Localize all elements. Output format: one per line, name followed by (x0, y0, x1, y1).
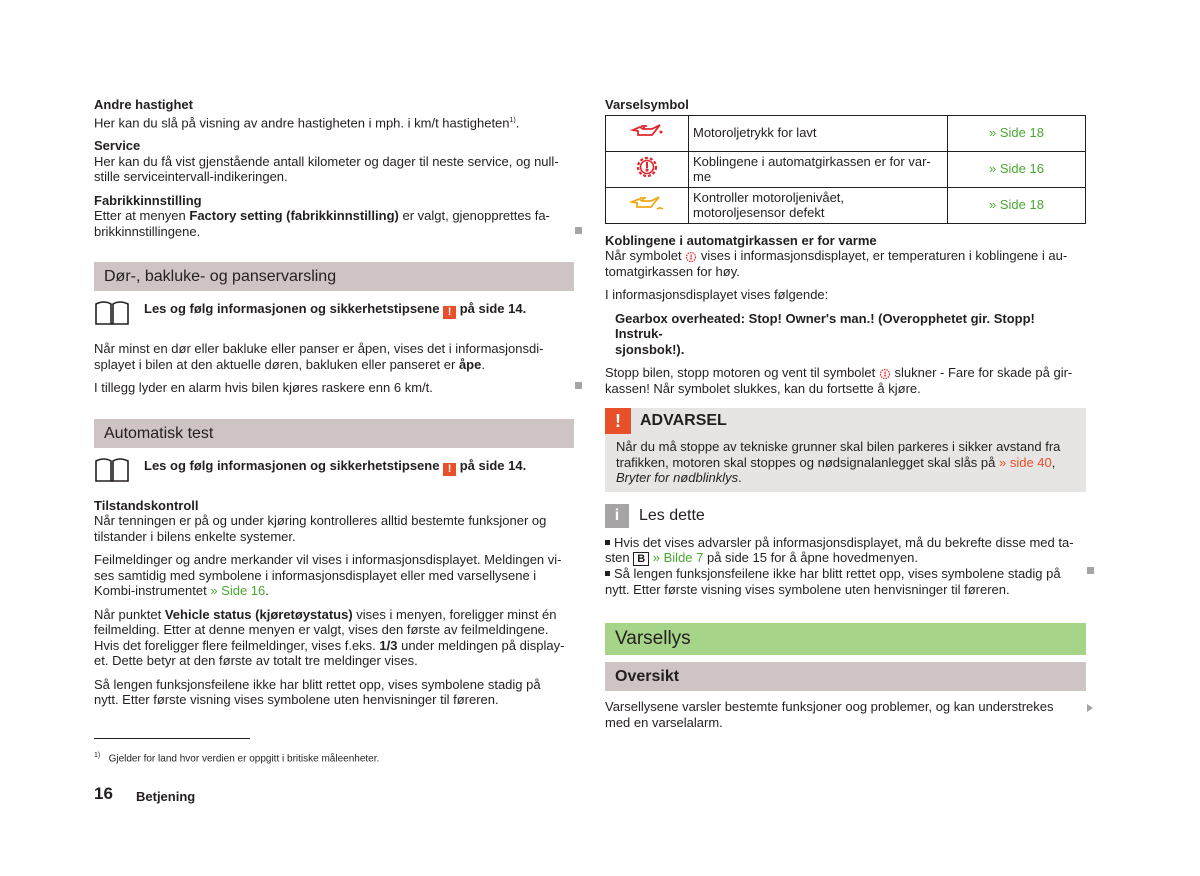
warning-text-3: Bryter for nødblinklys. (616, 470, 742, 485)
table-cell-link[interactable]: » Side 16 (948, 151, 1086, 187)
right-column (605, 97, 1086, 730)
table-cell-text: Koblingene i automatgirkassen er for var- me (689, 151, 948, 187)
warning-icon: ! (443, 306, 456, 319)
door-text-3: I tillegg lyder en alarm hvis bilen kjøres raskere enn 6 km/t. (94, 380, 433, 396)
table-cell-link[interactable]: » Side 18 (948, 187, 1086, 223)
section-header-auto-test: Automatisk test (94, 419, 574, 448)
saa-text-1: Så lengen funksjonsfeilene ikke har blitt rettet opp, vises symbolene stadig på (94, 676, 541, 692)
table-cell-text: Motoroljetrykk for lavt (689, 115, 948, 151)
section-header-door-warning: Dør-, bakluke- og panservarsling (94, 262, 574, 291)
table-row (606, 187, 1086, 223)
fab-text-1: Etter at menyen Factory setting (fabrikkinnstilling) er valgt, gjenopprettes fa- (94, 208, 550, 224)
door-text-2: splayet i bilen at den aktuelle døren, bakluken eller panseret er åpe. (94, 356, 485, 372)
page-section-title: Betjening (136, 789, 196, 804)
gearbox-temperature-icon (635, 155, 659, 179)
feil-text-3: Kombi-instrumentet » Side 16. (94, 583, 269, 599)
bullet-2-text-2: nytt. Etter første visning vises symbolene uten henvisninger til føreren. (605, 581, 1010, 597)
saa-text-2: nytt. Etter første visning vises symbolene uten henvisninger til føreren. (94, 692, 499, 708)
stopp-text-2: kassen! Når symbolet slukkes, kan du fortsette å kjøre. (605, 380, 921, 396)
service-text-2: stille serviceintervall-indikeringen. (94, 169, 288, 185)
figure-link[interactable]: » Bilde 7 (652, 550, 704, 565)
gearbox-temperature-icon (879, 368, 891, 380)
naar-text-2: feilmelding. Etter at denne menyen er valgt, vises den første av feilmeldingene. (94, 622, 549, 638)
feil-text-2: ses samtidig med symbolene i informasjonsdisplayet eller med varsellysene i (94, 567, 537, 583)
warning-symbol-table (605, 115, 1086, 224)
naar-text-4: et. Dette betyr at den første av totalt tre meldinger vises. (94, 653, 418, 669)
tilstand-text-1: Når tenningen er på og under kjøring kontrolleres alltid bestemte funksjoner og (94, 513, 547, 529)
warning-text-1: Når du må stoppe av tekniske grunner skal bilen parkeres i sikker avstand fra (616, 439, 1061, 454)
gear-text-2: sjonsbok!). (615, 341, 685, 357)
key-b-icon: B (633, 552, 649, 566)
table-cell-icon (606, 151, 689, 187)
page-link[interactable]: » side 40 (999, 454, 1052, 470)
info-box-title: i Les dette (605, 503, 1086, 529)
table-row (606, 151, 1086, 187)
warning-title: ADVARSEL (640, 412, 727, 430)
footnote: $^{1)}$ Gjelder for land hvor verdien er oppgitt i britiske måleenheter. (94, 752, 380, 765)
stopp-text-1: Stopp bilen, stopp motoren og vent til symbolet slukner - Fare for skade på gir- (605, 365, 1073, 380)
continue-arrow-icon (1087, 704, 1093, 712)
feil-text-1: Feilmeldinger og andre merkander vil vises i informasjonsdisplayet. Meldingen vi- (94, 552, 562, 568)
bullet-1-text-1: Hvis det vises advarsler på informasjonsdisplayet, må du bekrefte disse med ta- (605, 535, 1086, 551)
andre-heading: Andre hastighet (94, 97, 193, 112)
section-header-varsellys: Varsellys (605, 623, 1086, 655)
table-cell-text: Kontroller motoroljenivået, motoroljesensor defekt (689, 187, 948, 223)
kob-text-2: tomatgirkassen for høy. (605, 263, 740, 279)
oversikt-text-1: Varsellysene varsler bestemte funksjoner oog problemer, og kan understrekes (605, 699, 1054, 714)
end-mark (1087, 567, 1094, 574)
door-text-1: Når minst en dør eller bakluke eller panser er åpen, vises det i informasjonsdi- (94, 341, 544, 357)
table-cell-link[interactable]: » Side 18 (948, 115, 1086, 151)
oil-level-icon (629, 194, 665, 212)
footnote-rule (94, 738, 250, 739)
gearbox-temperature-icon (685, 251, 697, 263)
service-heading: Service (94, 138, 141, 154)
info-display-text: I informasjonsdisplayet vises følgende: (605, 287, 829, 302)
book-icon (94, 456, 130, 484)
table-cell-icon (606, 187, 689, 223)
section-header-oversikt: Oversikt (605, 662, 1086, 691)
warning-text-2: trafikken, motoren skal stoppes og nødsignalanlegget skal slås på » side 40, (616, 454, 1056, 470)
andre-text: Her kan du slå på visning av andre hastigheten i mph. i km/t hastigheten$^{1)}$. (94, 114, 520, 130)
info-icon: i (605, 504, 629, 528)
service-text-1: Her kan du få vist gjenstående antall kilometer og dager til neste service, og null- (94, 153, 559, 169)
safety-note-2: Les og følg informasjonen og sikkerhetstipsene ! på side 14. (94, 456, 574, 484)
varsel-heading: Varselsymbol (605, 97, 689, 112)
oversikt-text-2: med en varselalarm. (605, 714, 723, 730)
safety-note-1: Les og følg informasjonen og sikkerhetstipsene ! på side 14. (94, 299, 574, 327)
oil-pressure-icon (630, 122, 664, 140)
warning-icon: ! (443, 463, 456, 476)
kob-text-1: Når symbolet vises i informasjonsdisplayet, er temperaturen i koblingene i au- (605, 248, 1068, 263)
table-row (606, 115, 1086, 151)
fab-text-2: brikkinnstillingene. (94, 223, 201, 239)
tilstand-heading: Tilstandskontroll (94, 497, 199, 513)
bullet-1-text-2: sten B » Bilde 7 på side 15 for å åpne hovedmenyen. (605, 550, 919, 565)
gear-text-1: Gearbox overheated: Stop! Owner's man.! (Overopphetet gir. Stopp! Instruk- (615, 310, 1035, 341)
left-column (94, 97, 574, 708)
naar-text-1: Når punktet Vehicle status (kjøretøystatus) vises i menyen, foreligger minst én (94, 606, 557, 622)
naar-text-3: Hvis det foreligger flere feilmeldinger, vises f.eks. 1/3 under meldingen på display- (94, 637, 565, 653)
kob-heading: Koblingene i automatgirkassen er for varme (605, 232, 877, 248)
end-mark (575, 227, 582, 234)
page-link[interactable]: » Side 16 (210, 583, 266, 599)
bullet-2-text-1: Så lengen funksjonsfeilene ikke har blitt rettet opp, vises symbolene stadig på (605, 566, 1086, 582)
exclamation-icon: ! (605, 408, 631, 434)
end-mark (575, 382, 582, 389)
table-cell-icon (606, 115, 689, 151)
warning-box (605, 408, 1086, 492)
page-number: 16 (94, 784, 113, 803)
book-icon (94, 299, 130, 327)
tilstand-text-2: tilstander i bilens enkelte systemer. (94, 528, 296, 544)
fab-heading: Fabrikkinnstilling (94, 192, 202, 208)
